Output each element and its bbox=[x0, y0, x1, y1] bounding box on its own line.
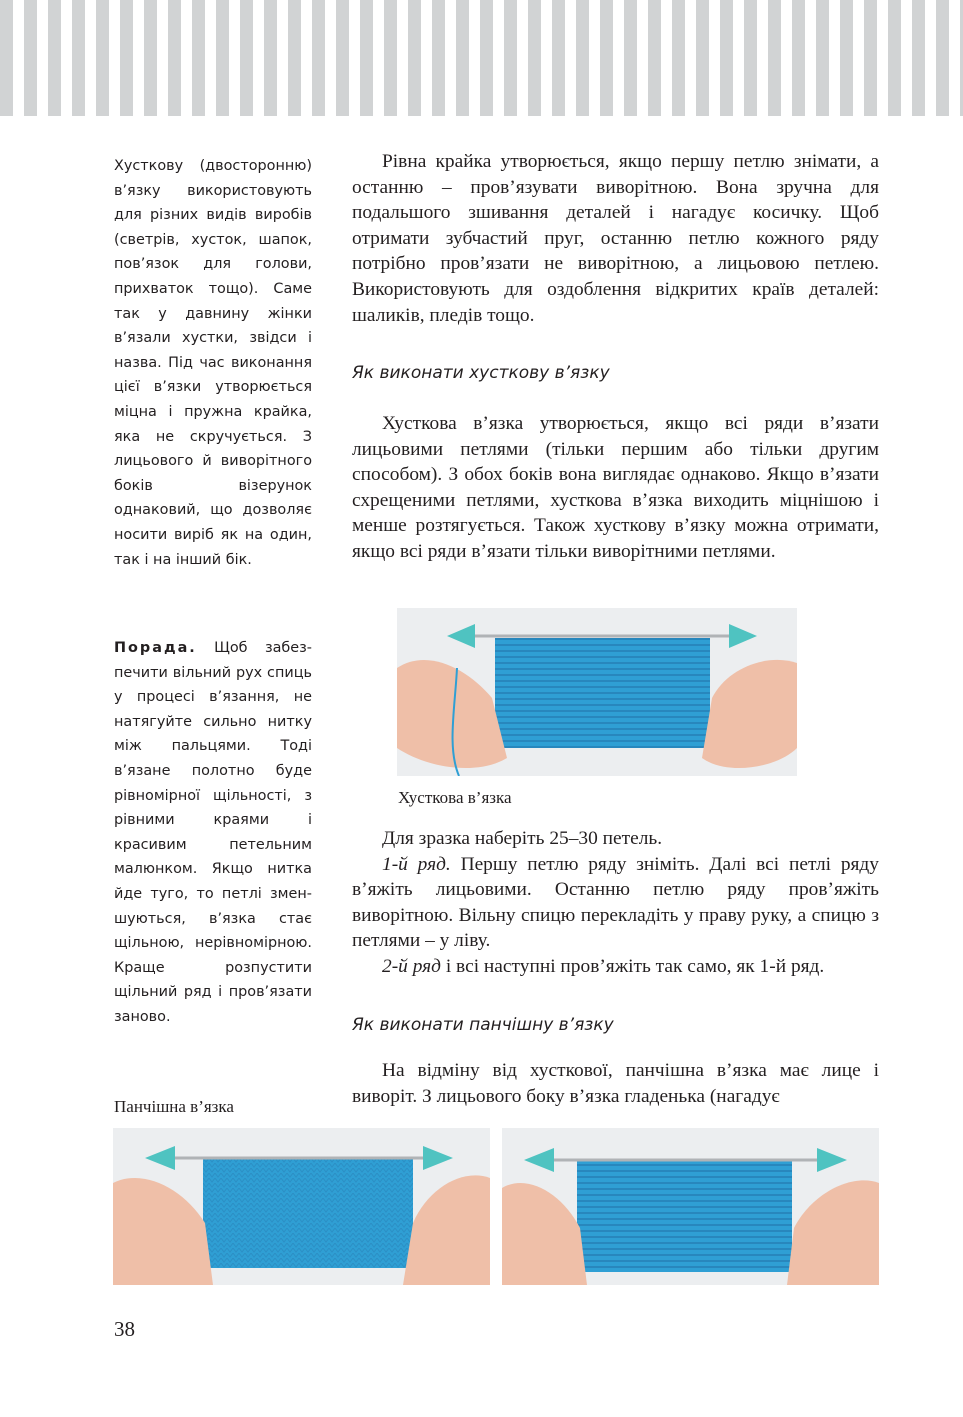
heading-garter-stitch: Як виконати хусткову в’язку bbox=[352, 363, 610, 383]
row2-text: і всі наступні пров’яжіть так само, як 1-й ряд. bbox=[440, 955, 825, 977]
caption-garter-stitch: Хусткова в’язка bbox=[398, 788, 512, 807]
header-stripes bbox=[0, 0, 963, 116]
sidebar-paragraph: Хусткову (двосторонню) в’язку використовують для різних видів виробів (светрів, хусток, шапок, пов’язок для голови, прихваток тощо). Саме так у давнину жінки в’язали хустки, звідси і назва. Під час виконання цієї в’язки утворюється міцна і пружна крайка, яка не скручується. З лицьового й виворітного боків візерунок однаковий, що дозволяє носити виріб як на один, так і на інший бік. bbox=[114, 158, 312, 568]
main-paragraph-4: На відміну від хусткової, панчішна в’язка має лице і виворіт. З лицьового боку в’язка гладенька (нагадує bbox=[352, 1060, 879, 1107]
photo-stockinette-front bbox=[113, 1128, 490, 1285]
tip-label: Порада. bbox=[114, 640, 197, 656]
row1-label: 1-й ряд. bbox=[382, 853, 451, 875]
heading-stockinette-stitch: Як виконати панчішну в’язку bbox=[352, 1015, 614, 1035]
photo-stockinette-back bbox=[502, 1128, 879, 1285]
caption-stockinette-stitch: Панчішна в’язка bbox=[114, 1097, 234, 1116]
main-instructions: Для зразка наберіть 25–30 петель. 1-й ряд. Першу петлю ряду зніміть. Далі всі петлі ряду в’яжіть лицьовими. Останню петлю ряду пров’яжіть виворітною. Вільну спицю перекладіть у праву руку, а спицю з петлями – у ліву. 2-й ряд і всі наступні пров’яжіть так само, як 1-й ряд. bbox=[352, 828, 879, 977]
tip-text: Щоб забезпечити вільний рух спиць у процесі в’язання, не натягуйте сильно нитку між пальцями. Тоді в’язане полотно буде рівномірної щільності, з рівними краями і красивим петельним малюнком. Якщо нитка йде туго, то петлі зменшуються, в’язка стає щільною, нерівномірною. Краще розпустити щільний ряд і пров’язати заново. bbox=[114, 640, 312, 1025]
main-paragraph-1: Рівна крайка утворюється, якщо першу петлю знімати, а останню – пров’язувати виворітною. Вона зручна для подальшого зшивання деталей і нагадує косичку. Щоб отримати зубчастий пруг, останню петлю кожного ряду потрібно пров’язати не виворітною, а лицьовою петлею. Використовують для оздоблення відкритих країв деталей: шаликів, пледів тощо. bbox=[352, 151, 879, 326]
sidebar-tip bbox=[114, 636, 312, 1030]
main-paragraph-2: Хусткова в’язка утворюється, якщо всі ряди в’язати лицьовими петлями (тільки першим або тільки другим способом). З обох боків вона виглядає однаково. Якщо в’язати схрещеними петлями, хусткова в’язка виходить міцнішою і менше розтягується. Також хусткову в’язку можна отримати, якщо всі ряди в’язати тільки виворітними петлями. bbox=[352, 413, 879, 562]
photo-garter-stitch bbox=[397, 608, 797, 776]
row2-label: 2-й ряд bbox=[382, 955, 441, 977]
row1-text: Першу петлю ряду зніміть. Далі всі петлі ряду в’яжіть лицьовими. Останню петлю ряду пров’яжіть виворітною. Вільну спицю перекладіть у праву руку, а спицю з петлями – у ліву. bbox=[352, 853, 879, 952]
page-number: 38 bbox=[114, 1317, 135, 1341]
